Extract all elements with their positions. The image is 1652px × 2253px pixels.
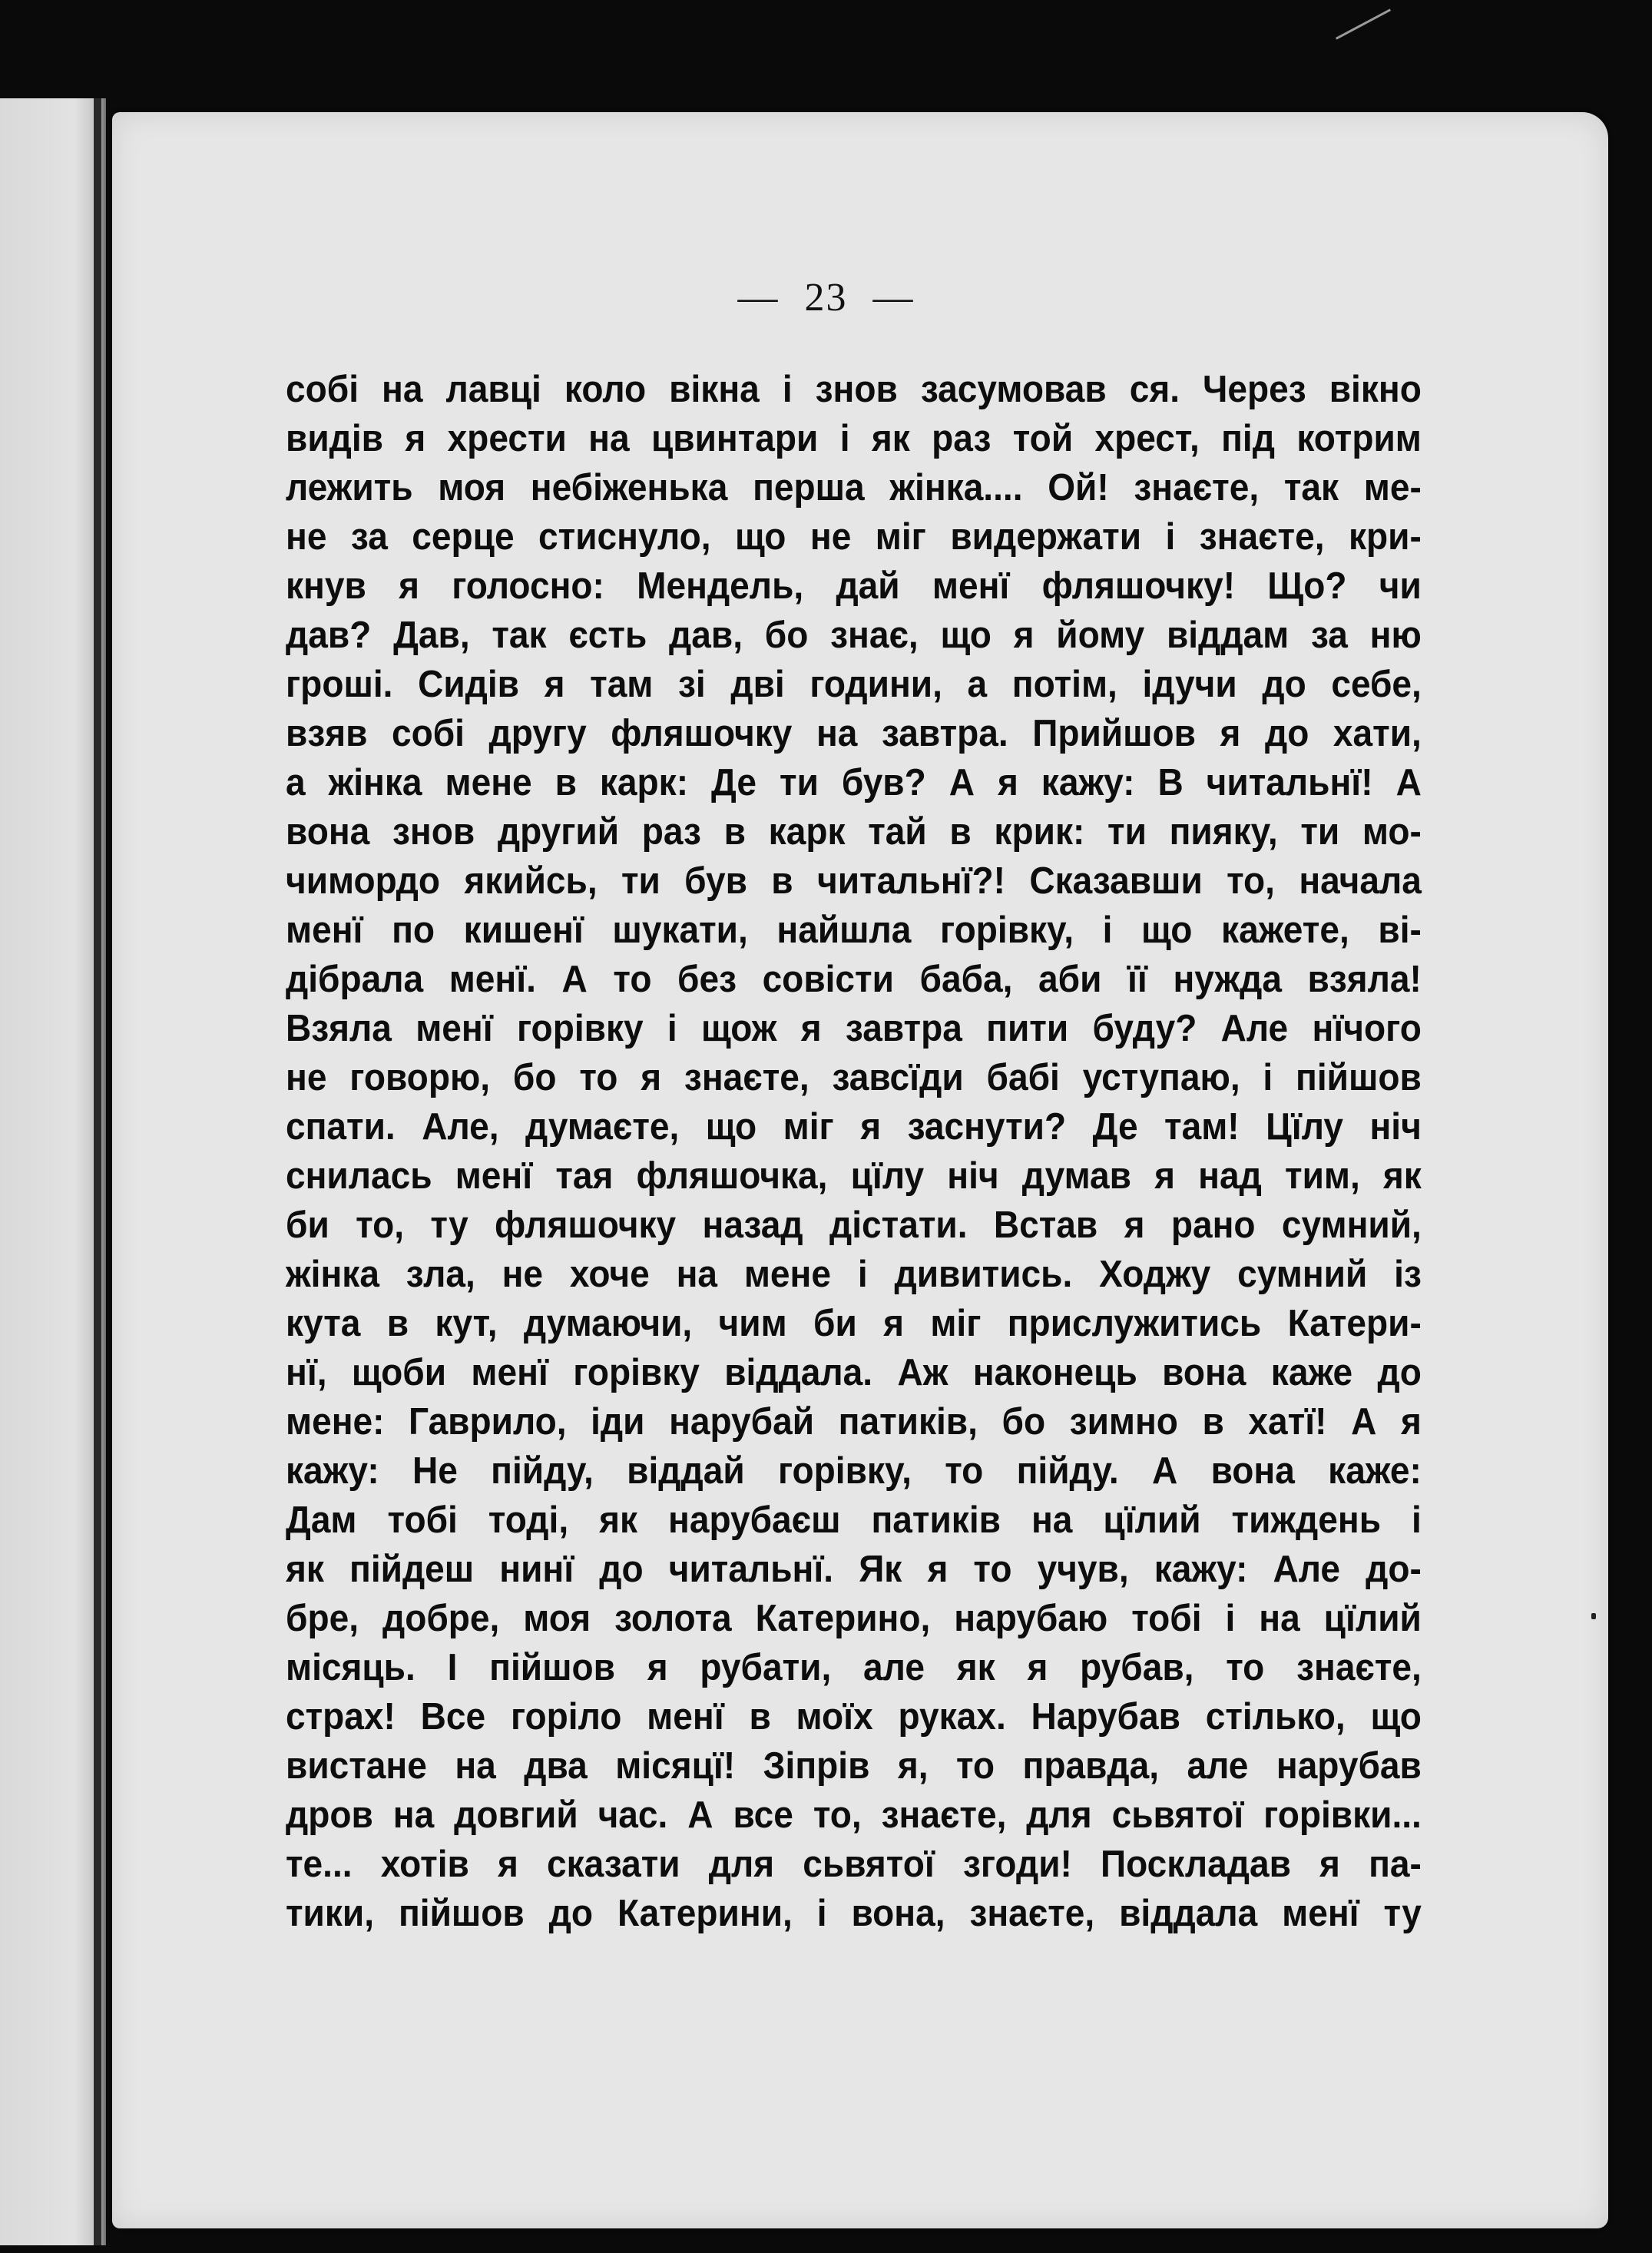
- text-line: чимордо якийсь, ти був в читальнї?! Сказавши то, начала: [286, 860, 1422, 902]
- text-line: кута в кут, думаючи, чим би я міг прислужитись Катери-: [286, 1303, 1422, 1344]
- text-line: снилась менї тая фляшочка, цїлу ніч думав я над тим, як: [286, 1155, 1422, 1197]
- text-line: як пійдеш нинї до читальнї. Як я то учув, кажу: Але до-: [286, 1549, 1422, 1590]
- page-number: [0, 275, 1652, 320]
- text-line: кнув я голосно: Мендель, дай менї фляшочку! Що? чи: [286, 565, 1422, 607]
- text-line: нї, щоби менї горівку віддала. Аж наконець вона каже до: [286, 1352, 1422, 1393]
- text-line: Дам тобі тоді, як нарубаєш патиків на цїлий тиждень і: [286, 1499, 1422, 1541]
- text-line: а жінка мене в карк: Де ти був? А я кажу: В читальнї! А: [286, 762, 1422, 803]
- text-line: мене: Гаврило, іди нарубай патиків, бо зимно в хатї! А я: [286, 1401, 1422, 1443]
- text-line: кажу: Не пійду, віддай горівку, то пійду. А вона каже:: [286, 1450, 1422, 1492]
- text-line: вона знов другий раз в карк тай в крик: ти пияку, ти мо-: [286, 811, 1422, 853]
- scan-speck: [1591, 1613, 1596, 1619]
- text-line: дібрала менї. А то без совісти баба, аби її нужда взяла!: [286, 959, 1422, 1000]
- text-line: собі на лавці коло вікна і знов засумовав ся. Через вікно: [286, 369, 1422, 410]
- text-line: спати. Але, думаєте, що міг я заснути? Де там! Цїлу ніч: [286, 1106, 1422, 1148]
- page-number-value: 23: [804, 276, 848, 320]
- text-line: лежить моя небіженька перша жінка.... Ой! знаєте, так ме-: [286, 467, 1422, 509]
- page-number-dash-left: —: [737, 276, 780, 320]
- page-number-dash-right: —: [872, 276, 915, 320]
- text-line: Взяла менї горівку і щож я завтра пити буду? Але нїчого: [286, 1008, 1422, 1049]
- body-text: [286, 365, 1422, 1938]
- text-line: тики, пійшов до Катерини, і вона, знаєте, віддала менї ту: [286, 1893, 1422, 1934]
- text-line: не за серце стиснуло, що не міг видержати і знаєте, кри-: [286, 516, 1422, 558]
- text-line: гроші. Сидів я там зі дві години, а потім, ідучи до себе,: [286, 664, 1422, 705]
- text-line: взяв собі другу фляшочку на завтра. Прийшов я до хати,: [286, 713, 1422, 754]
- text-line: дав? Дав, так єсть дав, бо знає, що я йому віддам за ню: [286, 615, 1422, 656]
- text-line: дров на довгий час. А все то, знаєте, для сьвятої горівки...: [286, 1794, 1422, 1836]
- scan-scratch: [1336, 8, 1391, 39]
- text-line: видів я хрести на цвинтари і як раз той хрест, під котрим: [286, 418, 1422, 459]
- text-line: менї по кишенї шукати, найшла горівку, і що кажете, ві-: [286, 909, 1422, 951]
- text-line: жінка зла, не хоче на мене і дивитись. Ходжу сумний із: [286, 1254, 1422, 1295]
- text-line: би то, ту фляшочку назад дістати. Встав я рано сумний,: [286, 1204, 1422, 1246]
- book-gutter: [94, 98, 101, 2245]
- left-page-edge: [0, 98, 106, 2245]
- text-line: бре, добре, моя золота Катерино, нарубаю тобі і на цїлий: [286, 1598, 1422, 1639]
- text-line: те... хотів я сказати для сьвятої згоди! Поскладав я па-: [286, 1844, 1422, 1885]
- text-line: вистане на два місяцї! Зіпрів я, то правда, але нарубав: [286, 1745, 1422, 1787]
- text-line: місяць. І пійшов я рубати, але як я рубав, то знаєте,: [286, 1647, 1422, 1688]
- text-line: не говорю, бо то я знаєте, завсїди бабі уступаю, і пійшов: [286, 1057, 1422, 1098]
- text-line: страх! Все горіло менї в моїх руках. Нарубав стілько, що: [286, 1696, 1422, 1738]
